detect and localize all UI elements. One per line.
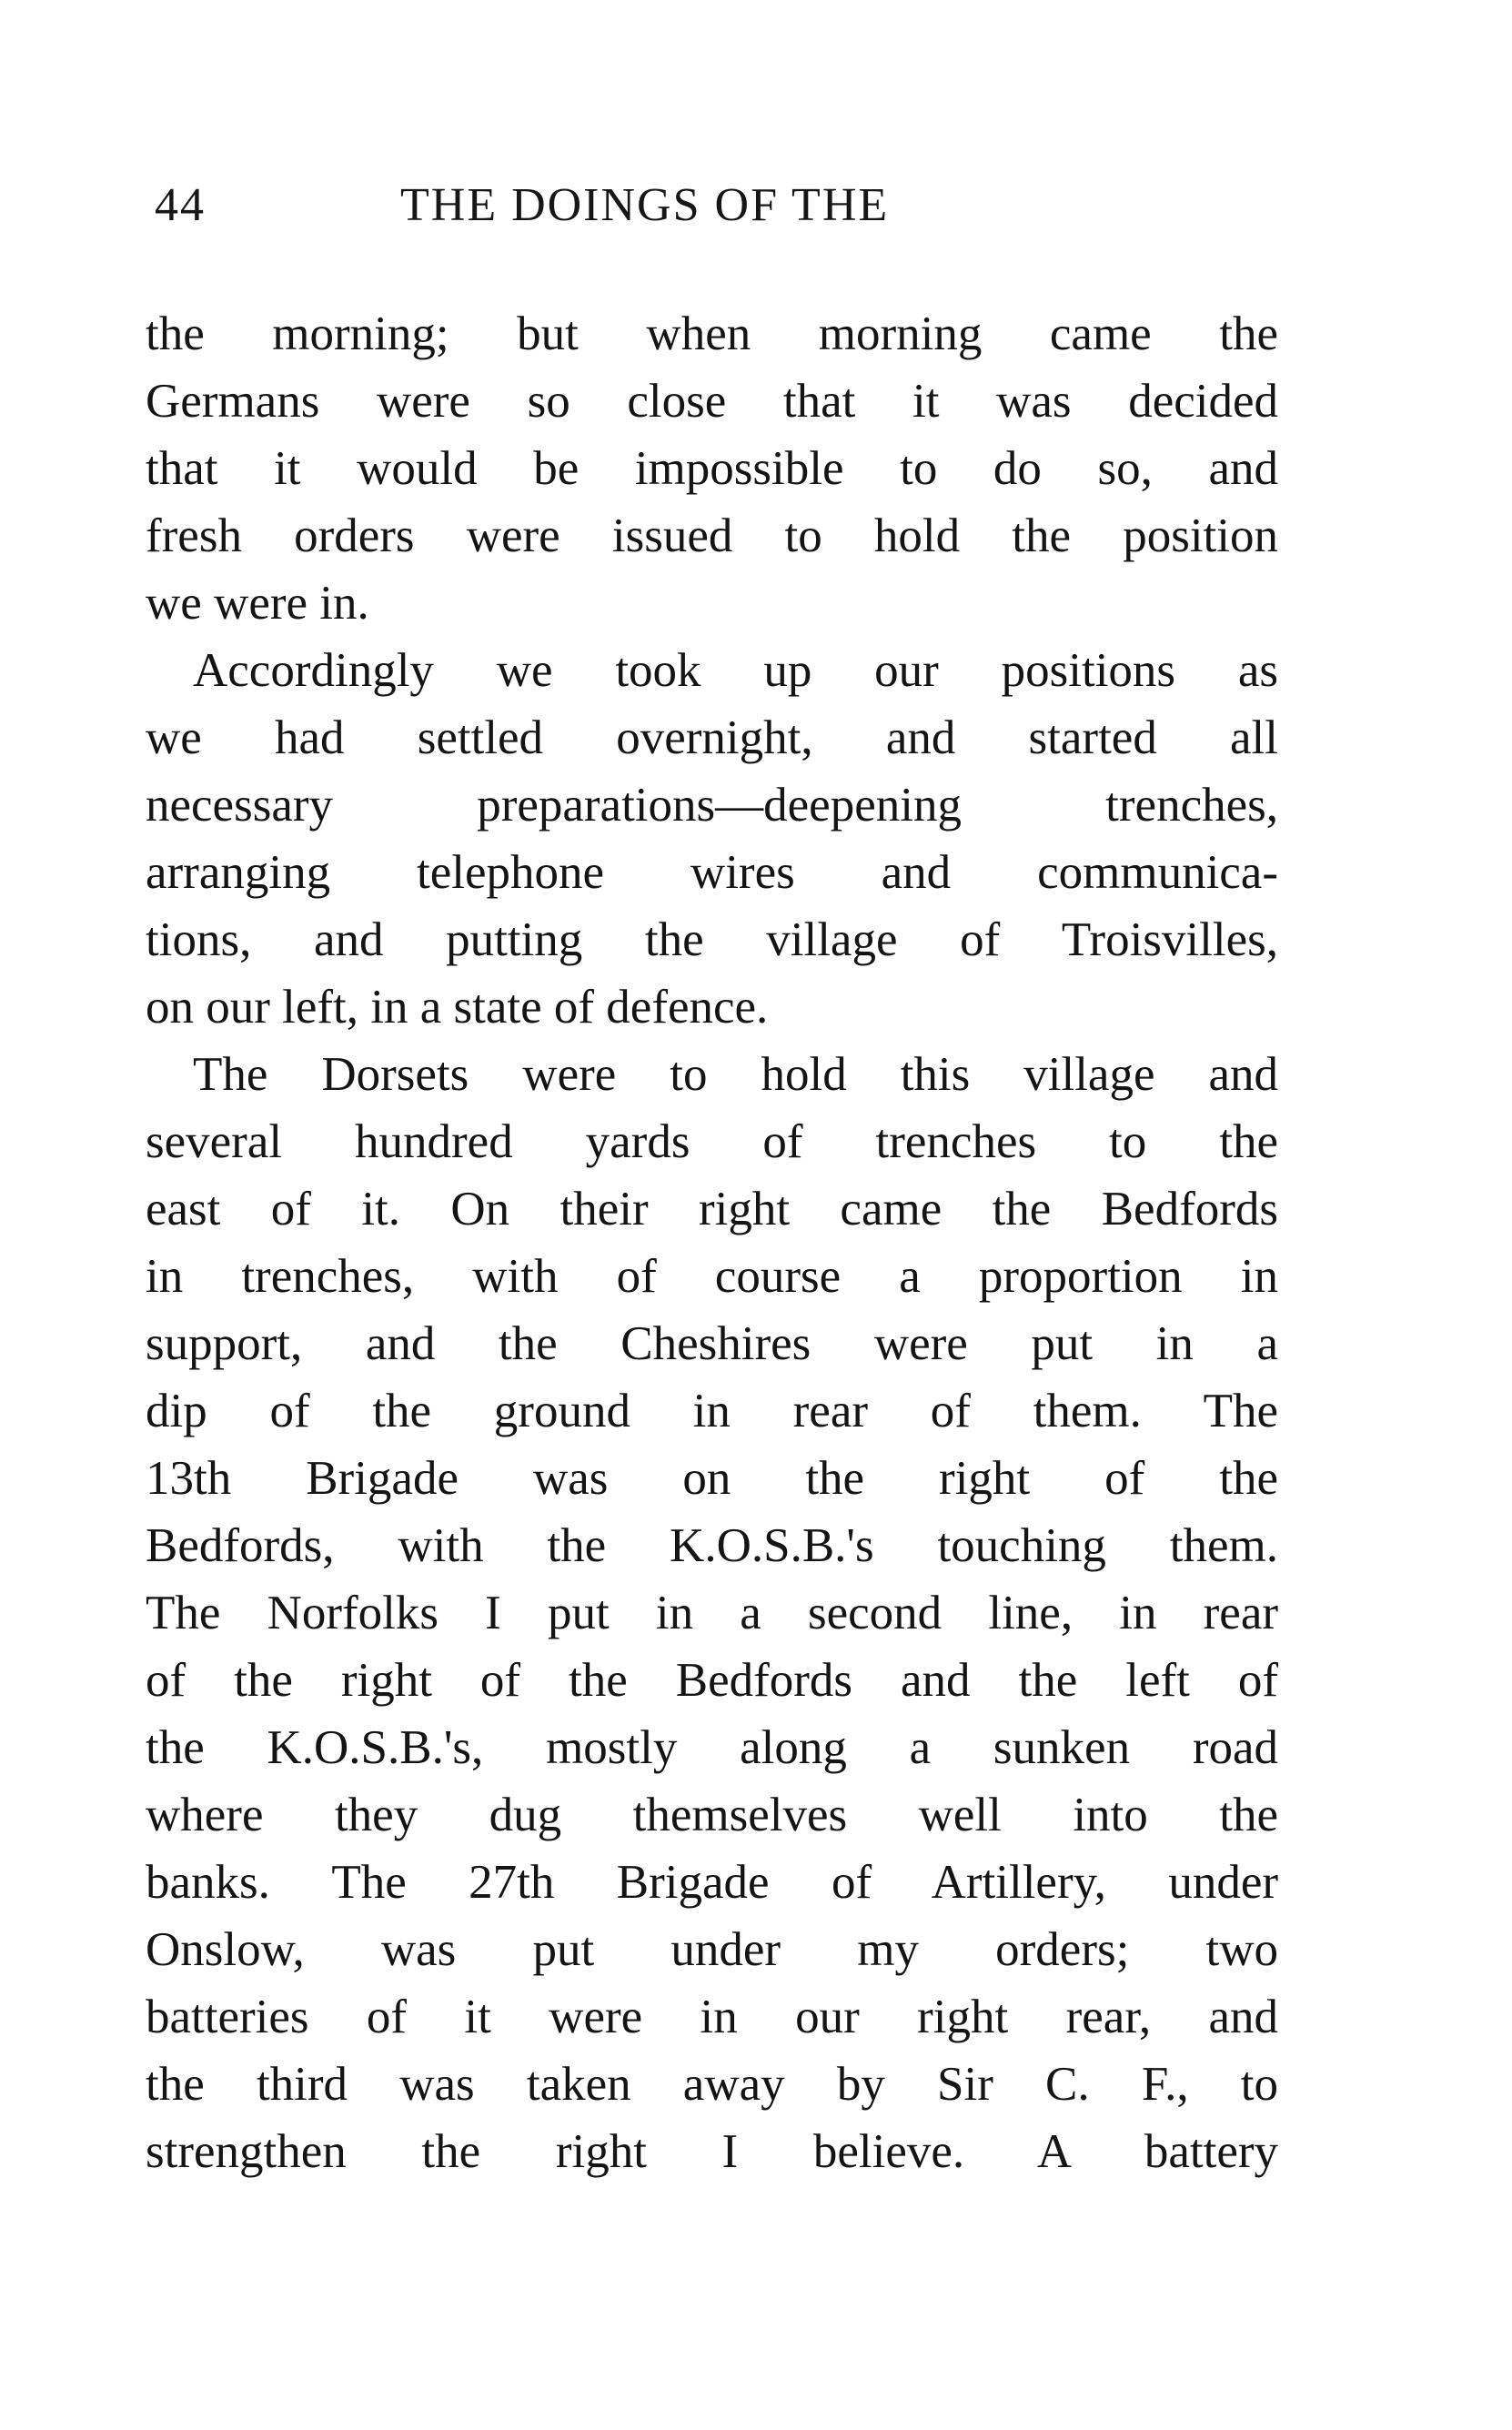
text-line: batteries of it were in our right rear, and: [146, 1991, 1278, 2043]
text-line: that it would be impossible to do so, and: [146, 442, 1278, 495]
text-line: we were in.: [146, 577, 369, 630]
paragraph-3: [146, 1041, 1278, 2185]
text-line: Germans were so close that it was decided: [146, 375, 1278, 428]
text-line: arranging telephone wires and communica-: [146, 846, 1278, 899]
page-number: 44: [155, 179, 206, 231]
text-line: where they dug themselves well into the: [146, 1789, 1278, 1841]
text-line: banks. The 27th Brigade of Artillery, under: [146, 1856, 1278, 1909]
text-line: necessary preparations—deepening trenches,: [146, 779, 1278, 832]
running-title: THE DOINGS OF THE: [400, 179, 890, 231]
text-line: Accordingly we took up our positions as: [193, 644, 1278, 697]
paragraph-1: [146, 300, 1278, 637]
text-line: 13th Brigade was on the right of the: [146, 1452, 1278, 1505]
text-line: The Norfolks I put in a second line, in rear: [146, 1587, 1278, 1639]
text-line: on our left, in a state of defence.: [146, 981, 769, 1034]
text-line: tions, and putting the village of Troisvilles,: [146, 913, 1278, 966]
text-line: dip of the ground in rear of them. The: [146, 1385, 1278, 1437]
text-line: of the right of the Bedfords and the left of: [146, 1654, 1278, 1707]
text-line: in trenches, with of course a proportion in: [146, 1250, 1278, 1303]
text-line: fresh orders were issued to hold the position: [146, 509, 1278, 562]
text-line: east of it. On their right came the Bedfords: [146, 1183, 1278, 1235]
text-line: Bedfords, with the K.O.S.B.'s touching them.: [146, 1519, 1278, 1572]
text-line: Onslow, was put under my orders; two: [146, 1923, 1278, 1976]
text-line: the K.O.S.B.'s, mostly along a sunken road: [146, 1721, 1278, 1774]
page-header: [155, 178, 1064, 242]
text-line: several hundred yards of trenches to the: [146, 1115, 1278, 1168]
text-line: support, and the Cheshires were put in a: [146, 1317, 1278, 1370]
text-line: strengthen the right I believe. A battery: [146, 2125, 1278, 2178]
text-line: The Dorsets were to hold this village and: [193, 1048, 1278, 1101]
body-text: [146, 300, 1278, 2185]
text-line: we had settled overnight, and started all: [146, 711, 1278, 764]
text-line: the third was taken away by Sir C. F., to: [146, 2058, 1278, 2111]
paragraph-2: [146, 637, 1278, 1041]
text-line: the morning; but when morning came the: [146, 308, 1278, 360]
